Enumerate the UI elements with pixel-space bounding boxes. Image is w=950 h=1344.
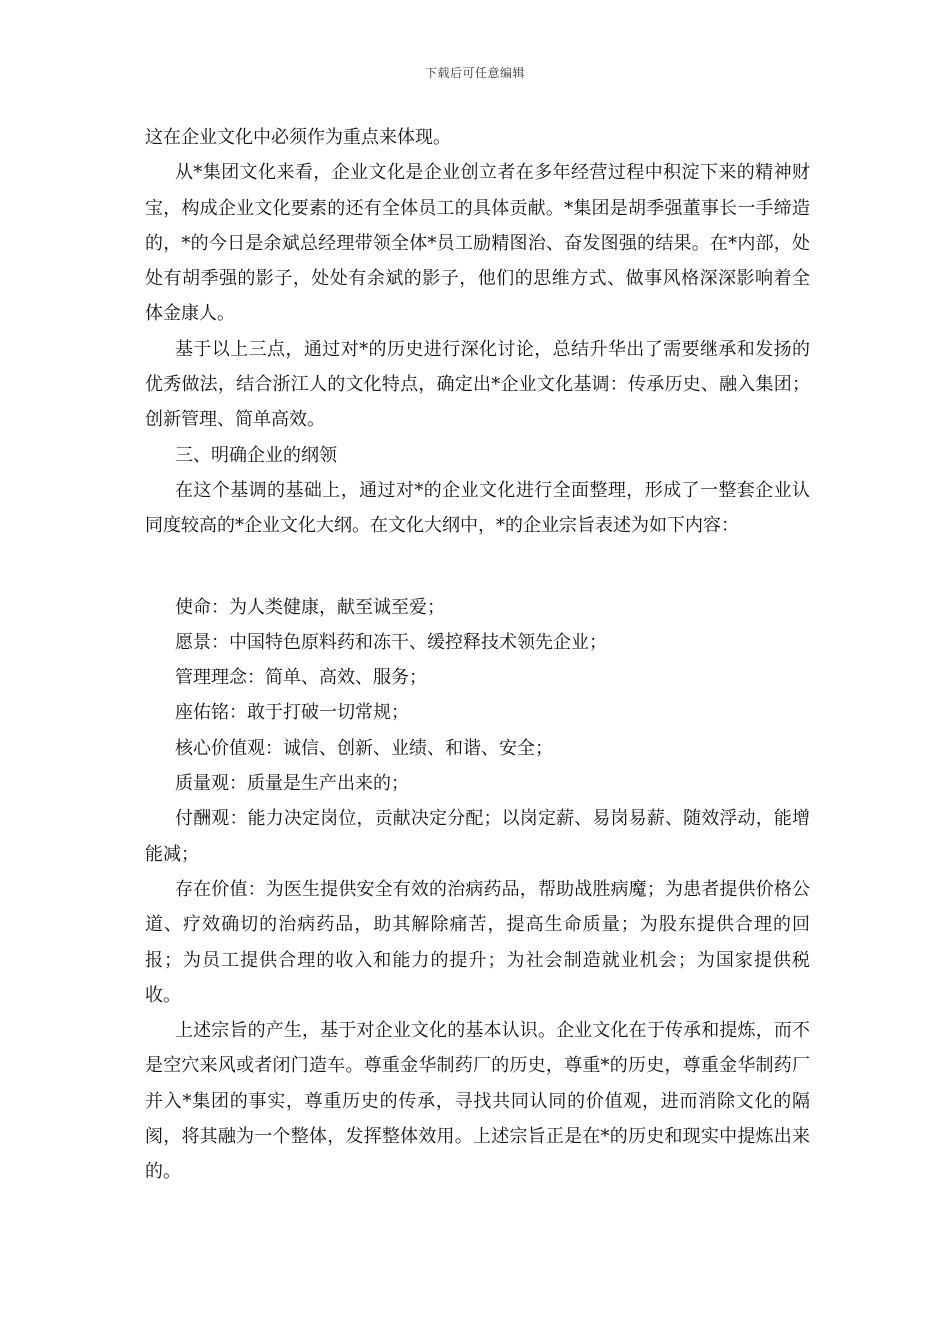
paragraph-culture-tone: 基于以上三点，通过对*的历史进行深化讨论，总结升华出了需要继承和发扬的优秀做法，结合浙江人的文化特点，确定出*企业文化基调：传承历史、融入集团；创新管理、简单高效。 <box>145 338 810 431</box>
section-heading: 三、明确企业的纲领 <box>175 444 337 466</box>
list-item-vision: 愿景：中国特色原料药和冻干、缓控释技术领先企业； <box>175 631 607 653</box>
list-item-mission: 使命：为人类健康，献至诚至爱； <box>175 596 445 618</box>
list-item-compensation-view: 付酬观：能力决定岗位，贡献决定分配；以岗定薪、易岗易薪、随效浮动，能增能减； <box>145 808 810 865</box>
list-item-motto: 座佑铭：敢于打破一切常规； <box>175 702 409 724</box>
page-header: 下载后可任意编辑 <box>424 66 525 80</box>
paragraph-outline: 在这个基调的基础上，通过对*的企业文化进行全面整理，形成了一整套企业认同度较高的*企业文化大纲。在文化大纲中，*的企业宗旨表述为如下内容： <box>145 479 810 537</box>
list-item-management-philosophy: 管理理念：简单、高效、服务； <box>175 667 427 689</box>
list-item-core-values: 核心价值观：诚信、创新、业绩、和谐、安全； <box>175 737 553 759</box>
spacer <box>145 544 810 590</box>
document-body <box>145 120 810 1190</box>
list-item-quality-view: 质量观：质量是生产出来的； <box>175 773 409 795</box>
paragraph-conclusion: 上述宗旨的产生，基于对企业文化的基本认识。企业文化在于传承和提炼，而不是空穴来风或者闭门造车。尊重金华制药厂的历史，尊重*的历史，尊重金华制药厂并入*集团的事实，尊重历史的传承，寻找共同认同的价值观，进而消除文化的隔阂，将其融为一个整体，发挥整体效用。上述宗旨正是在*的历史和现实中提炼出来的。 <box>145 1020 810 1183</box>
paragraph-continuation: 这在企业文化中必须作为重点来体现。 <box>145 127 451 148</box>
list-item-value-of-existence: 存在价值：为医生提供安全有效的治病药品，帮助战胜病魔；为患者提供价格公道、疗效确切的治病药品，助其解除痛苦，提高生命质量；为股东提供合理的回报；为员工提供合理的收入和能力的提升；为社会制造就业机会；为国家提供税收。 <box>145 878 810 1006</box>
paragraph-group-culture: 从*集团文化来看，企业文化是企业创立者在多年经营过程中积淀下来的精神财宝，构成企业文化要素的还有全体员工的具体贡献。*集团是胡季强董事长一手缔造的，*的今日是余斌总经理带领全体*员工励精图治、奋发图强的结果。在*内部，处处有胡季强的影子，处处有余斌的影子，他们的思维方式、做事风格深深影响着全体金康人。 <box>145 162 810 325</box>
